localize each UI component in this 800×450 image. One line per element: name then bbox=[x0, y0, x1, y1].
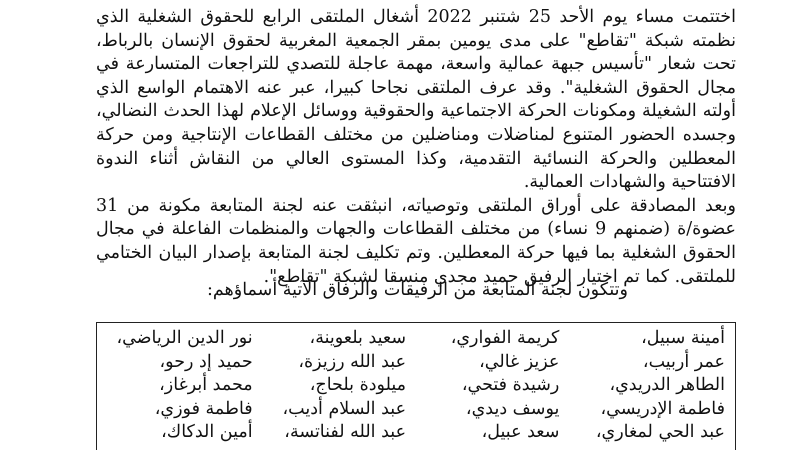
member-name: الطاهر الدريدي، bbox=[609, 375, 725, 395]
member-name: فاطمة فوزي، bbox=[154, 398, 253, 419]
member-name: سعد عبيل، bbox=[481, 422, 560, 442]
paragraph-opening: اختتمت مساء يوم الأحد 25 شتنبر 2022 أشغال الملتقى الرابع للحقوق الشغلية الذي نظمته شبكة "تقاطع" على مدى يومين بمقر الجمعية المغربية لحقوق الإنسان بالرباط، تحت شعار "تأسيس جبهة عمالية واسعة، مهمة عاجلة للتصدي للتراجعات المتسارعة في مجال الحقوق الشغلية". وقد عرف الملتقى نجاحا كبيرا، عبر عنه الاهتمام الواسع الذي أولته الشغيلة ومكونات الحركة الاجتماعية والحقوقية ووسائل الإعلام لهذا الحدث النضالي، وجسده الحضور المتنوع لمناضلات ومناضلين من مختلف القطاعات الإنتاجية ومن حركة المعطلين والحركة النسائية التقدمية، وكذا المستوى العالي من النقاش أثناء الندوة الافتتاحية والشهادات العمالية. bbox=[96, 7, 736, 193]
member-name: عمر أربيب، bbox=[642, 351, 725, 372]
member-name: عبد السلام أديب، bbox=[282, 398, 407, 419]
member-name: عبد الله رزيزة، bbox=[298, 351, 407, 372]
paragraph-committee: وبعد المصادقة على أوراق الملتقى وتوصياته، انبثقت عنه لجنة المتابعة مكونة من 31 عضوة/ة (ضمنهم 9 نساء) من مختلف القطاعات والجهات والمنظمات الفاعلة في مجال الحقوق الشغلية بما فيها حركة المعطلين. وتم تكليف لجنة المتابعة بإصدار البيان الختامي للملتقى. كما تم اختيار الرفيق حميد مجدي منسقا لشبكة "تقاطع". bbox=[96, 195, 736, 287]
member-name: نور الدين الرياضي، bbox=[116, 328, 253, 348]
member-name: فاطمة الإدريسي، bbox=[600, 398, 725, 419]
member-name: عبد الله لفناتسة، bbox=[284, 422, 407, 442]
member-name: محمد أبرغاز، bbox=[159, 375, 253, 395]
members-table bbox=[96, 322, 736, 450]
members-intro: وتتكون لجنة المتابعة من الرفيقات والرفاق الآتية أسماؤهم: bbox=[206, 280, 628, 300]
member-name: كريمة الفواري، bbox=[450, 328, 560, 348]
member-name: حميد إد رحو، bbox=[159, 351, 253, 372]
member-name: يوسف ديدي، bbox=[465, 398, 560, 419]
member-name: عزيز غالي، bbox=[479, 351, 560, 372]
member-name: سعيد بلعوينة، bbox=[309, 328, 407, 348]
member-name: أمين الدكاك، bbox=[161, 422, 253, 442]
member-name: أمينة سبيل، bbox=[641, 328, 725, 348]
members-column-4 bbox=[97, 323, 263, 450]
members-column-3 bbox=[263, 323, 416, 450]
member-name: عبد الحي لمغاري، bbox=[595, 422, 725, 442]
member-name: ميلودة بلحاج، bbox=[309, 375, 407, 395]
members-column-2 bbox=[416, 323, 569, 450]
member-name: رشيدة فتحي، bbox=[461, 375, 560, 395]
members-column-1 bbox=[569, 323, 735, 450]
body-text bbox=[96, 6, 736, 289]
table-row bbox=[97, 323, 736, 450]
